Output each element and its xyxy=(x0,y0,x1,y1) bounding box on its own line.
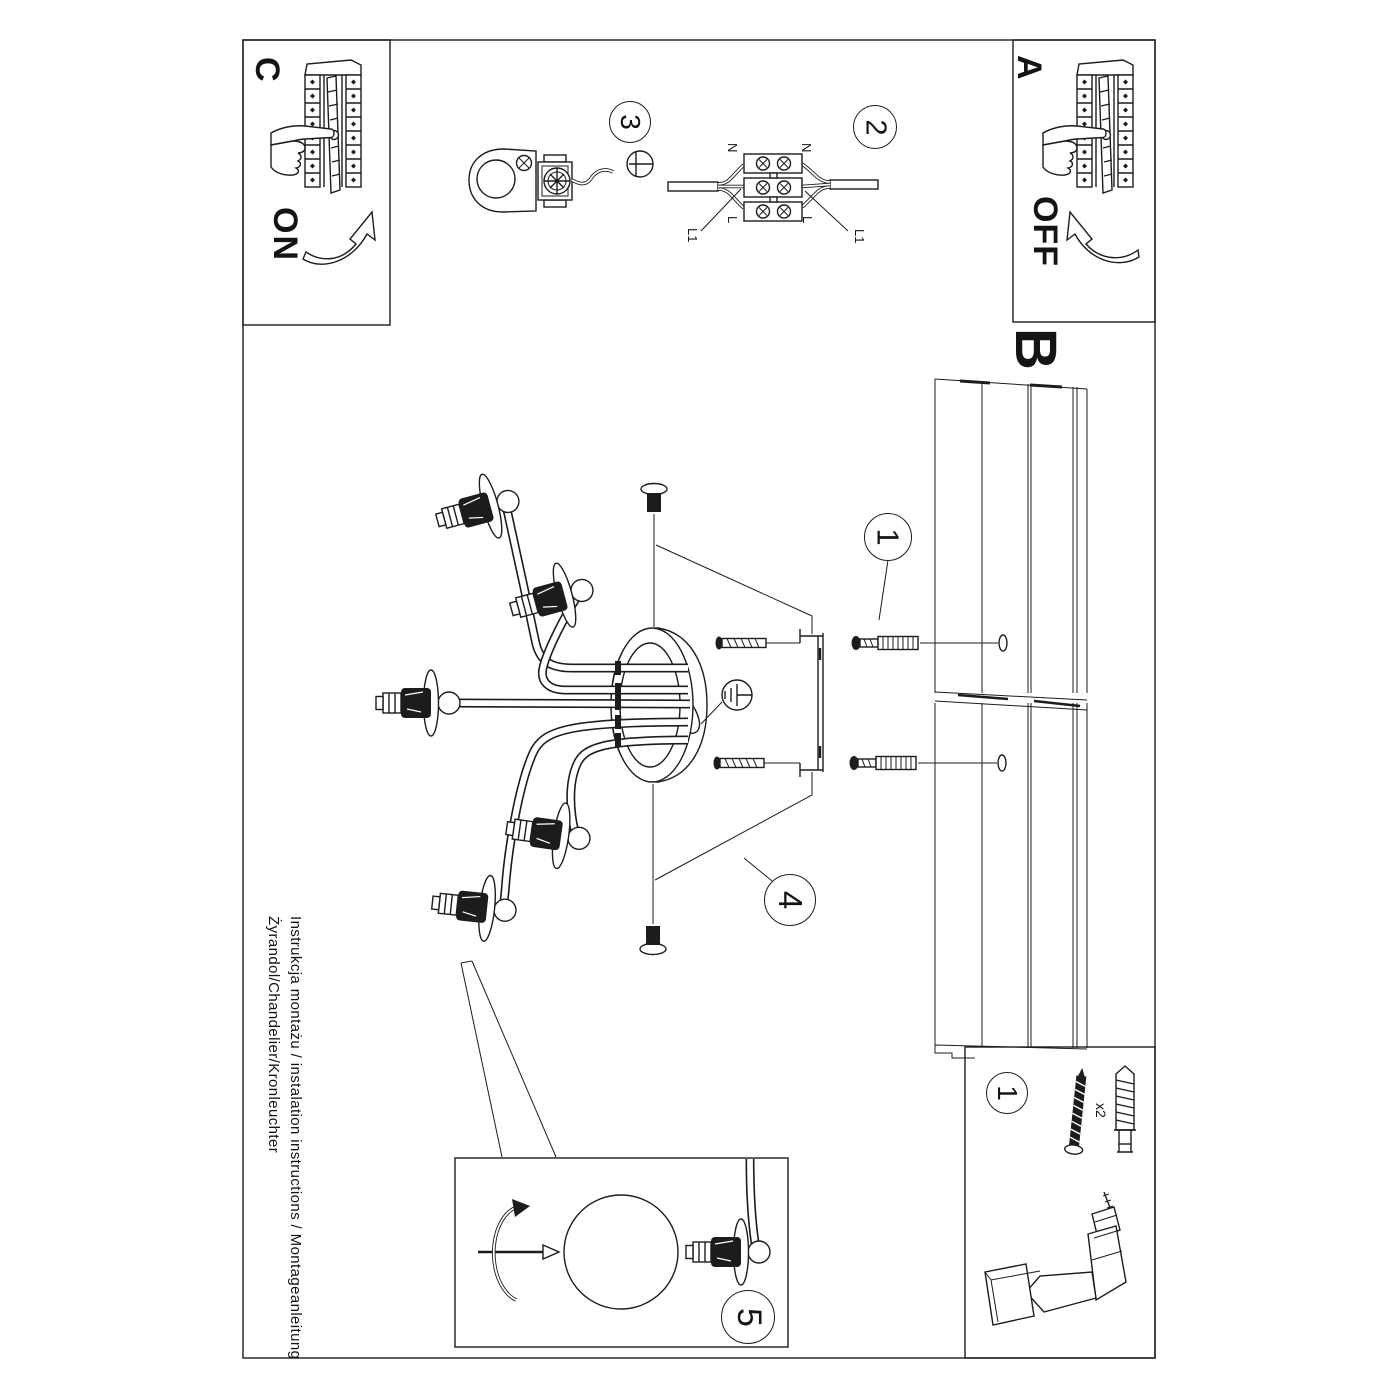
turn-on-arrow-icon xyxy=(303,212,375,264)
parts-quantity-label: x2 xyxy=(1093,1103,1109,1118)
wire-l-left-label: L xyxy=(725,216,740,224)
bulb-icon xyxy=(564,1195,678,1309)
mounting-bracket-icon xyxy=(800,629,823,777)
chandelier-icon xyxy=(376,467,707,944)
section-b-label: B xyxy=(1003,328,1068,370)
badge-leader-lines xyxy=(744,560,888,881)
lamp-holder-part-icon xyxy=(469,149,613,212)
drill-hole-icon xyxy=(999,635,1007,651)
wire-n-right-label: N xyxy=(799,143,814,153)
screwdriver-symbol-icon xyxy=(627,151,653,177)
turn-off-arrow-icon xyxy=(1067,212,1139,263)
bulb-install-icon xyxy=(478,1159,770,1309)
screw-in-arrow-icon xyxy=(478,1199,559,1300)
step-1-badge: 1 xyxy=(864,513,912,561)
section-a-label: A xyxy=(1010,55,1048,80)
step-2-badge: 2 xyxy=(853,105,897,149)
step-4-badge: 4 xyxy=(764,874,816,926)
lamp-socket-icon xyxy=(376,670,460,736)
title-line-1: Instrukcja montażu / instalation instructions / Montageanleitung xyxy=(287,916,304,1360)
drill-icon xyxy=(985,1192,1126,1325)
title-line-2: Żyrandol/Chandelier/Kronleuchter xyxy=(265,916,282,1154)
canopy-screw-top-icon xyxy=(641,484,667,513)
drill-hole-icon xyxy=(998,755,1006,771)
wire-l1-right-label: L1 xyxy=(852,229,867,244)
step-3-badge: 3 xyxy=(609,101,651,143)
ceiling-panels-icon xyxy=(933,379,1089,1058)
canopy-screw-bottom-icon xyxy=(640,926,666,955)
wire-l-right-label: L xyxy=(800,216,815,224)
arm-joint-rings xyxy=(615,661,621,747)
wire-n-left-label: N xyxy=(725,143,740,153)
wire-l1-left-label: L1 xyxy=(685,228,700,243)
detail-callout-wedge xyxy=(461,961,556,1157)
wall-plug-icon xyxy=(1114,1066,1136,1152)
power-on-label: ON xyxy=(266,207,304,262)
section-c-label: C xyxy=(248,57,286,82)
parts-1-badge: 1 xyxy=(986,1072,1028,1114)
step-5-badge: 5 xyxy=(721,1290,775,1344)
mounting-screw-icon xyxy=(1064,1067,1091,1155)
terminal-block-icon xyxy=(668,154,878,231)
power-off-label: OFF xyxy=(1026,196,1064,267)
